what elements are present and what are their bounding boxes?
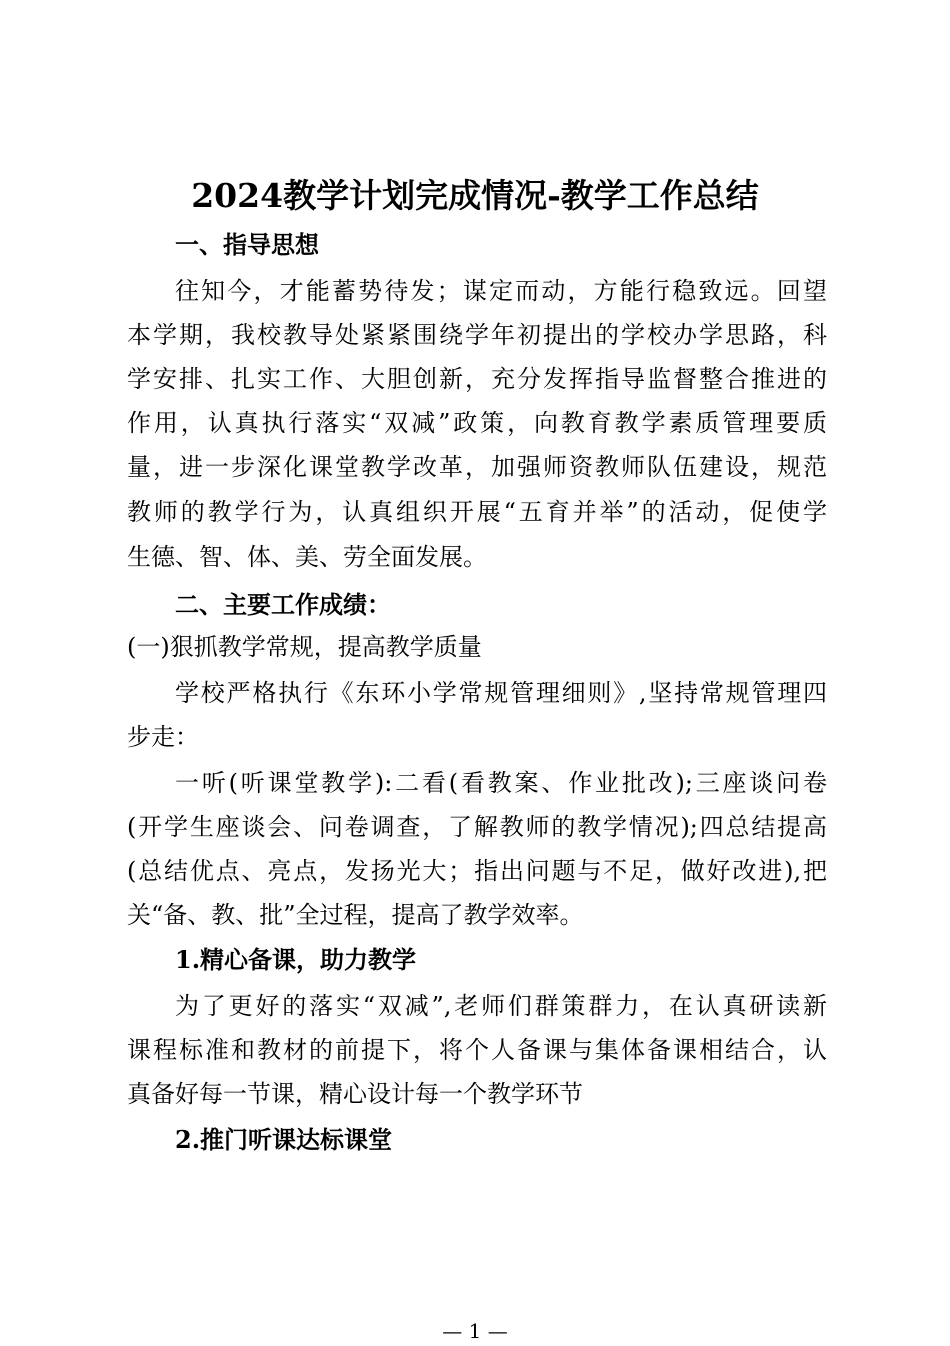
section-heading-main-achievements: 二、主要工作成绩：: [175, 590, 391, 619]
document-title: 2024教学计划完成情况-教学工作总结: [191, 176, 759, 215]
paragraph-line: 学校严格执行《东环小学常规管理细则》,坚持常规管理四: [175, 679, 827, 707]
paragraph-line: 生德、智、体、美、劳全面发展。: [127, 543, 487, 571]
paragraph-line: 作用，认真执行落实“双减”政策，向教育教学素质管理要质: [127, 409, 827, 437]
paragraph-line: 量，进一步深化课堂教学改革，加强师资教师队伍建设，规范: [127, 453, 827, 481]
item-heading-lesson-preparation: 1.精心备课，助力教学: [175, 945, 417, 974]
paragraph-line: (开学生座谈会、问卷调查，了解教师的教学情况);四总结提高: [127, 813, 827, 841]
item-heading-class-observation: 2.推门听课达标课堂: [175, 1125, 393, 1154]
paragraph-line: 关“备、教、批”全过程，提高了教学效率。: [127, 901, 584, 929]
paragraph-line: 真备好每一节课，精心设计每一个教学环节: [127, 1080, 583, 1108]
page-number: — 1 —: [442, 1319, 508, 1343]
section-heading-guiding-ideology: 一、指导思想: [175, 230, 319, 259]
paragraph-line: 教师的教学行为，认真组织开展“五育并举”的活动，促使学: [127, 498, 827, 526]
paragraph-line: 课程标准和教材的前提下，将个人备课与集体备课相结合，认: [127, 1036, 827, 1064]
paragraph-line: 一听(听课堂教学):二看(看教案、作业批改);三座谈问卷: [175, 769, 827, 797]
paragraph-line: 为了更好的落实“双减”,老师们群策群力，在认真研读新: [175, 992, 827, 1020]
paragraph-line: 步走：: [127, 723, 199, 751]
paragraph-line: 往知今，才能蓄势待发；谋定而动，方能行稳致远。回望: [175, 277, 827, 305]
paragraph-line: 学安排、扎实工作、大胆创新，充分发挥指导监督整合推进的: [127, 365, 827, 393]
paragraph-line: 本学期，我校教导处紧紧围绕学年初提出的学校办学思路，科: [127, 321, 827, 349]
subsection-heading: (一)狠抓教学常规，提高教学质量: [127, 633, 482, 661]
paragraph-line: (总结优点、亮点，发扬光大；指出问题与不足，做好改进),把: [127, 857, 827, 885]
